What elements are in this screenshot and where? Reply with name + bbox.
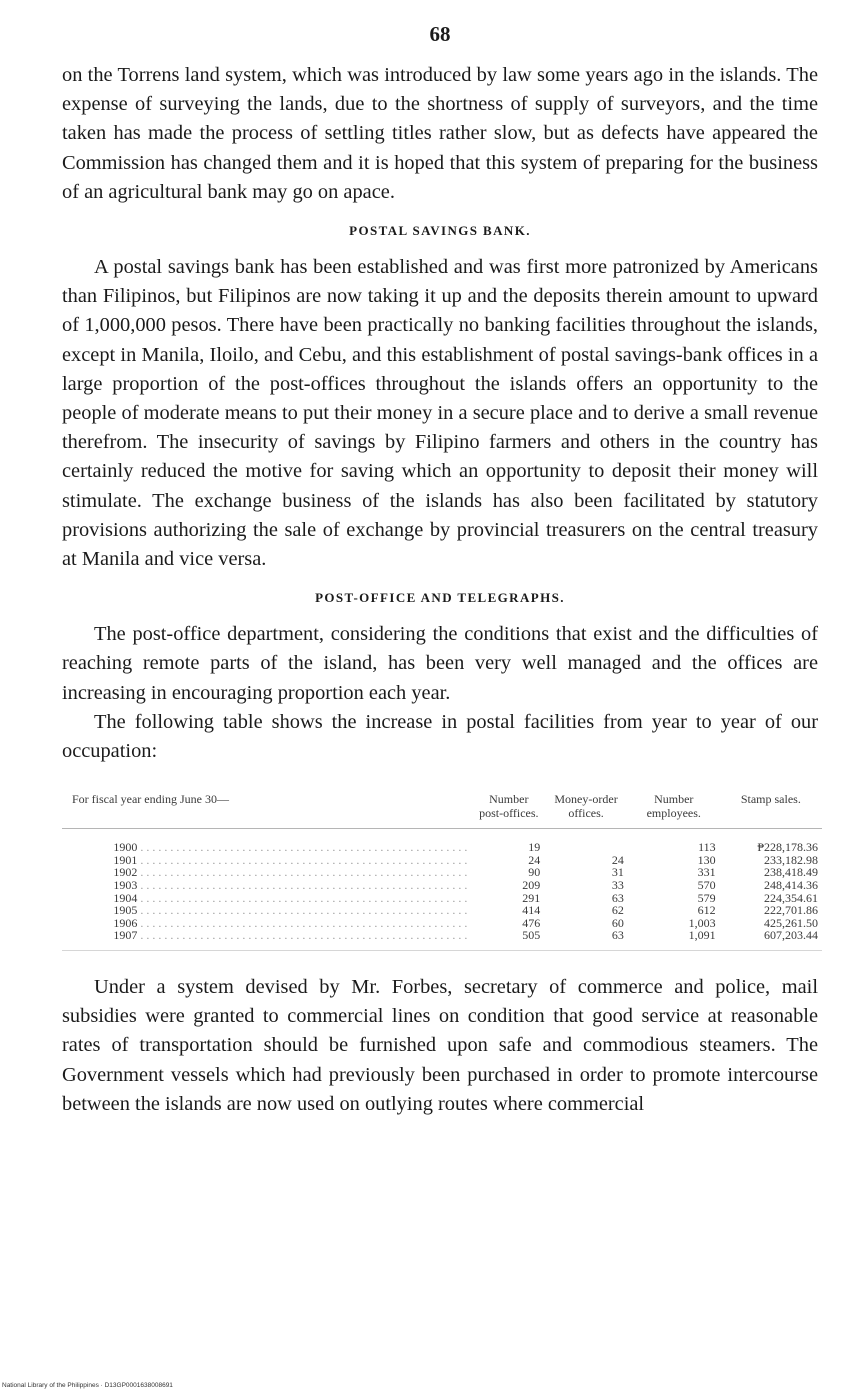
cell-employees: 570 [697,878,716,893]
paragraph-mail-subsidies: Under a system devised by Mr. Forbes, secretary of commerce and police, mail subsidies were granted to commercial lines on condition that good service at reasonable rates of transportation should be furnished upon safe and commodious steamers. The Government vessels which had previously been purchased in order to promote intercourse between the islands are now used on outlying routes where commercial [62,976,818,1115]
cell-stamp-sales: 248,414.36 [764,878,818,893]
cell-employees: 130 [697,852,716,867]
table-row [62,879,822,892]
header-stamp-sales: Stamp sales. [720,792,822,829]
cell-employees: 612 [697,903,716,918]
cell-post-offices: 24 [528,852,541,867]
cell-stamp-sales: 238,418.49 [764,865,818,880]
cell-money-order: 62 [611,903,624,918]
header-fiscal-year: For fiscal year ending June 30— [62,792,473,829]
row-year: 1901 . . . [113,854,469,867]
cell-employees: 579 [697,890,716,905]
cell-stamp-sales: 222,701.86 [764,903,818,918]
cell-money-order: 63 [544,929,628,950]
cell-money-order: 33 [611,878,624,893]
row-year: 1900 . . . [113,841,469,854]
cell-stamp-sales: 425,261.50 [764,915,818,930]
document-page [62,22,818,1119]
cell-money-order: 63 [611,890,624,905]
paragraph-table-intro: The following table shows the increase in postal facilities from year to year of our occupation: [62,710,818,763]
table-row [62,829,822,854]
paragraph-torrens: on the Torrens land system, which was introduced by law some years ago in the islands. The expense of surveying the lands, due to the shortness of supply of surveyors, and the time taken has made the process of settling titles rather slow, but as defects have appeared the Commission has changed them and it is hoped that this system of preparing for the business of an agricultural bank may go on apace. [62,64,818,203]
cell-employees: 1,003 [688,915,716,930]
cell-stamp-sales: 224,354.61 [764,890,818,905]
row-year: 1907 . . . [113,929,469,942]
row-year: 1902 . . . [113,866,469,879]
paragraph-post-office-department: The post-office department, considering the conditions that exist and the difficulties of reaching remote parts of the island, has been very well managed and the offices are increasing in encouraging proportion each year. [62,623,818,704]
cell-stamp-sales: 607,203.44 [720,929,822,950]
cell-post-offices: 90 [528,865,541,880]
cell-post-offices: 19 [528,840,541,855]
scan-credit: National Library of the Philippines · D13GP0001638008691 [2,1382,173,1389]
header-employees: Number employees. [628,792,720,829]
cell-employees: 113 [698,840,716,855]
row-year: 1904 . . . [113,892,469,905]
cell-employees: 1,091 [628,929,720,950]
postal-facilities-table [62,792,822,951]
page-number: 68 [429,22,451,46]
heading-postal-savings-bank: POSTAL SAVINGS BANK. [349,223,531,239]
row-year: 1906 . . . [113,917,469,930]
table-header-row [62,792,822,829]
cell-money-order: 60 [611,915,624,930]
cell-post-offices: 414 [522,903,541,918]
heading-post-office-telegraphs: POST-OFFICE AND TELEGRAPHS. [315,590,565,606]
cell-stamp-sales: ₱228,178.36 [757,840,818,855]
cell-money-order [544,829,628,854]
cell-post-offices: 209 [522,878,541,893]
cell-post-offices: 476 [522,915,541,930]
row-year: 1905 . . . [113,904,469,917]
header-money-order-offices: Money-order offices. [544,792,628,829]
header-post-offices: Number post-offices. [473,792,544,829]
paragraph-postal-savings-bank: A postal savings bank has been established and was first more patronized by Americans than Filipinos, but Filipinos are now taking it up and the deposits therein amount to upward of 1,000,000 pesos. There have been practically no banking facilities throughout the islands, except in Manila, Iloilo, and Cebu, and this establishment of postal savings-bank offices in a large proportion of the post-offices throughout the islands offers an opportunity to the people of moderate means to put their money in a secure place and to derive a small revenue therefrom. The insecurity of savings by Filipino farmers and others in the country has certainly reduced the motive for saving which an opportunity to deposit their money will stimulate. The exchange business of the islands has also been facilitated by statutory provisions authorizing the sale of exchange by provincial treasurers on the central treasury at Manila and vice versa. [62,256,818,571]
cell-money-order: 31 [611,865,624,880]
cell-post-offices: 291 [522,890,541,905]
row-year: 1903 . . . [113,879,469,892]
cell-employees: 331 [697,865,716,880]
cell-post-offices: 505 [473,929,544,950]
cell-money-order: 24 [611,852,624,867]
cell-stamp-sales: 233,182.98 [764,852,818,867]
table-row [62,904,822,917]
table-row [62,929,822,950]
